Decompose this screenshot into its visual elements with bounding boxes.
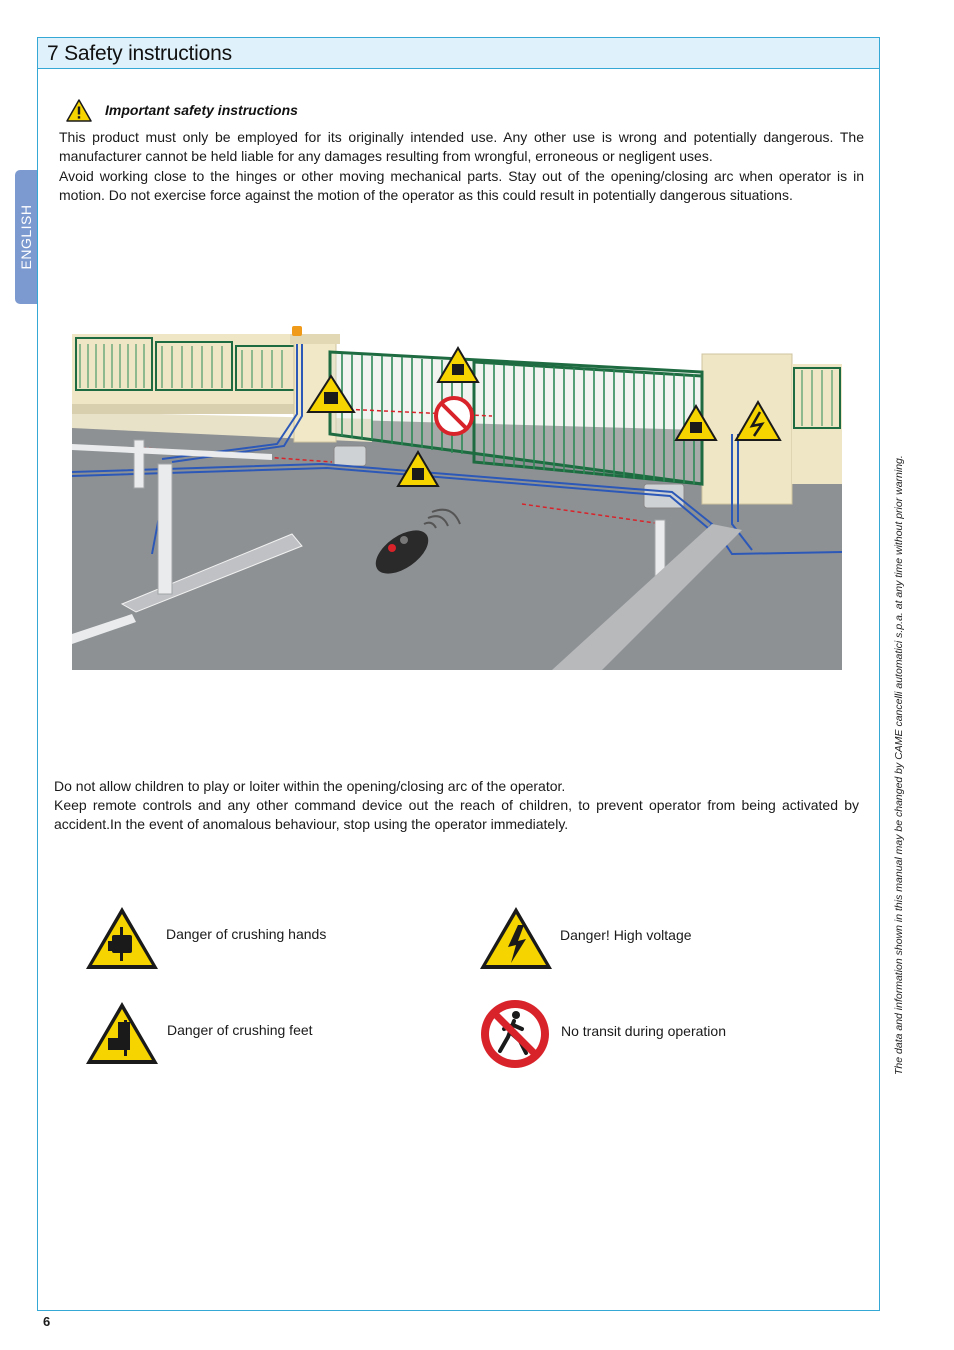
page-title: 7 Safety instructions: [47, 42, 232, 65]
page-number: 6: [43, 1314, 51, 1329]
important-safety-heading: Important safety instructions: [105, 102, 298, 118]
warning-triangle-icon: [66, 99, 92, 122]
scene-no-transit-sign: [436, 398, 472, 434]
gate-installation-illustration: [72, 324, 842, 670]
language-tab-label: ENGLISH: [18, 204, 34, 270]
side-disclaimer: The data and information shown in this manual may be changed by CAME cancelli automatici s.p.a. at any time without prior warning.: [893, 455, 905, 1075]
language-tab[interactable]: [15, 170, 37, 304]
legend-label-high-voltage: Danger! High voltage: [560, 927, 692, 943]
high-voltage-icon: [478, 905, 554, 971]
legend-label-crushing-hands: Danger of crushing hands: [166, 926, 327, 942]
no-transit-icon: [478, 997, 552, 1071]
legend-label-no-transit: No transit during operation: [561, 1023, 726, 1039]
children-paragraph: Do not allow children to play or loiter within the opening/closing arc of the operator.: [54, 778, 566, 794]
crushing-hands-icon: [84, 905, 160, 971]
intro-paragraph: This product must only be employed for its originally intended use. Any other use is wrong and potentially dangerous. The manufacturer cannot be held liable for any damages resulting from wrongful, erroneous or negligent uses.: [59, 129, 864, 164]
moving-parts-paragraph: Avoid working close to the hinges or other moving mechanical parts. Stay out of the opening/closing arc when operator is in motion. Do not exercise force against the motion of the operator as this could result in potentially dangerous situations.: [59, 168, 864, 203]
legend-label-crushing-feet: Danger of crushing feet: [167, 1022, 313, 1038]
crushing-feet-icon: [84, 1000, 160, 1066]
page-frame: [37, 37, 880, 1311]
remote-controls-paragraph: Keep remote controls and any other command device out the reach of children, to prevent operator from being activated by accident.In the event of anomalous behaviour, stop using the operator immediately.: [54, 797, 859, 832]
